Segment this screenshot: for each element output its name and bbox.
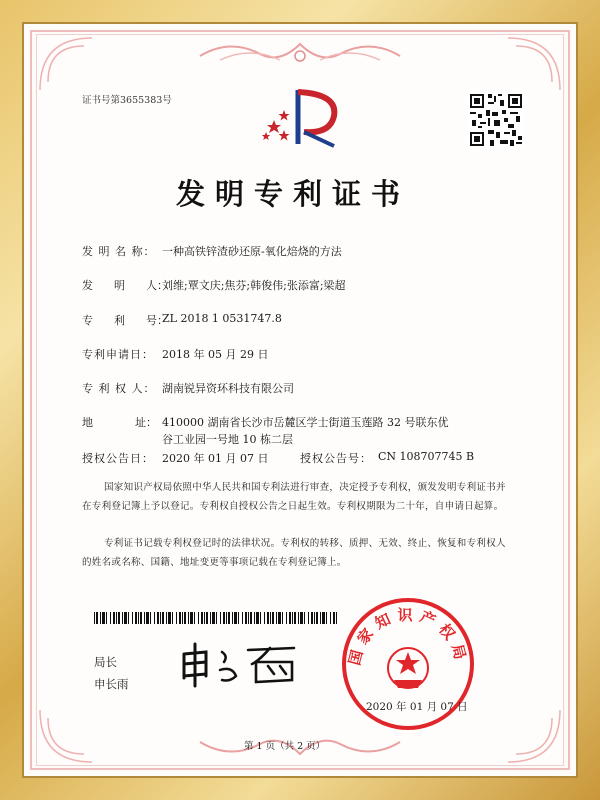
barcode-bar [206, 612, 208, 624]
grant-statement-paragraph: 国家知识产权局依照中华人民共和国专利法进行审查，决定授予专利权，颁发发明专利证书并在专利登记簿上予以登记。专利权自授权公告之日起生效。专利权期限为二十年，自申请日起算。 [82, 482, 506, 512]
barcode-bar [228, 612, 230, 624]
address-label [82, 414, 157, 430]
certificate-number: 证书号第3655383号 [82, 95, 172, 106]
barcode-bar [282, 612, 283, 624]
seal-date: 2020 年 01 月 07 日 [366, 701, 468, 713]
grant-date: 2020 年 01 月 07 日 [162, 452, 269, 465]
barcode-bar [172, 612, 173, 624]
corner-ornament-icon [36, 34, 96, 94]
barcode-bar [322, 612, 325, 624]
barcode-bar [102, 612, 105, 624]
barcode-bar [326, 612, 327, 624]
barcode-bar [260, 612, 261, 624]
barcode-bar [304, 612, 305, 624]
barcode-bar [94, 612, 95, 624]
barcode-bar [146, 612, 149, 624]
barcode-bar [289, 612, 291, 624]
barcode-bar [140, 612, 142, 624]
barcode-bar [308, 612, 309, 624]
barcode-bar [168, 612, 171, 624]
barcode-bar [294, 612, 296, 624]
inventors: 刘维;覃文庆;焦芬;韩俊伟;张添富;梁超 [162, 279, 346, 292]
certificate-title: 发明专利证书 [176, 177, 411, 211]
barcode-bar [138, 612, 139, 624]
signature-name: 申长雨 [94, 677, 129, 691]
barcode-bar [118, 612, 120, 624]
barcode-bar [144, 612, 145, 624]
barcode-bar [113, 612, 115, 624]
barcode-bar [314, 612, 315, 624]
barcode-bar [254, 612, 255, 624]
grant-date-label: 授权公告日： [82, 452, 154, 465]
barcode-bar [267, 612, 269, 624]
cnipa-logo-icon [254, 86, 350, 152]
barcode-bar [226, 612, 227, 624]
legal-status-paragraph: 专利证书记载专利权登记时的法律状况。专利权的转移、质押、无效、终止、恢复和专利权人的姓名或名称、国籍、地址变更等事项记载在专利登记簿上。 [82, 538, 506, 568]
barcode-bar [270, 612, 271, 624]
barcode-bar [336, 612, 337, 624]
grant-number-label: 授权公告号： [300, 452, 372, 465]
barcode-bar [194, 612, 195, 624]
barcode-bar [135, 612, 137, 624]
barcode-bar [311, 612, 313, 624]
barcode-bar [188, 612, 189, 624]
barcode-bar [128, 612, 129, 624]
barcode-bar [157, 612, 159, 624]
barcode-bar [176, 612, 177, 624]
patent-number-label-text: 专 利 号： [82, 314, 168, 327]
barcode-bar [223, 612, 225, 624]
barcode-bar [160, 612, 161, 624]
barcode-bar [276, 612, 277, 624]
patentee: 湖南锐异资环科技有限公司 [162, 382, 294, 395]
barcode-bar [182, 612, 183, 624]
barcode-bar [100, 612, 101, 624]
barcode-bar [198, 612, 199, 624]
barcode-bar [278, 612, 281, 624]
barcode-bar [292, 612, 293, 624]
patentee-label: 专 利 权 人： [82, 382, 156, 395]
barcode-bar [330, 612, 331, 624]
barcode-bar [238, 612, 239, 624]
barcode-bar [320, 612, 321, 624]
handwritten-signature [176, 640, 306, 690]
top-ornament-icon [190, 36, 410, 70]
barcode-bar [154, 612, 155, 624]
barcode-bar [106, 612, 107, 624]
barcode-bar [116, 612, 117, 624]
barcode-bar [272, 612, 274, 624]
barcode-bar [232, 612, 233, 624]
barcode-bar [248, 612, 249, 624]
barcode-bar [179, 612, 181, 624]
barcode-bar [190, 612, 193, 624]
patent-number: ZL 2018 1 0531747.8 [162, 312, 282, 325]
grant-number: CN 108707745 B [378, 450, 475, 463]
barcode-bar [212, 612, 215, 624]
invention-name-label: 发 明 名 称： [82, 245, 156, 258]
barcode-bar [150, 612, 151, 624]
barcode-bar [256, 612, 259, 624]
barcode-bar [124, 612, 127, 624]
signature-title: 局长 [94, 655, 117, 669]
barcode-bar [298, 612, 299, 624]
qr-code-icon [468, 92, 524, 148]
barcode-bar [333, 612, 335, 624]
barcode-bar [264, 612, 265, 624]
corner-ornament-icon [504, 706, 564, 766]
barcode-bar [201, 612, 203, 624]
barcode-bar [184, 612, 186, 624]
barcode-bar [234, 612, 237, 624]
barcode-bar [162, 612, 164, 624]
address-line-1: 410000 湖南省长沙市岳麓区学士街道玉莲路 32 号联东优 [162, 416, 449, 429]
corner-ornament-icon [504, 34, 564, 94]
barcode-bar [220, 612, 221, 624]
barcode-bar [286, 612, 287, 624]
invention-name: 一种高铁锌渣砂还原-氧化焙烧的方法 [162, 245, 342, 258]
page-footer: 第 1 页（共 2 页） [244, 741, 326, 752]
address-line-2: 谷工业园一号地 10 栋二层 [162, 433, 293, 446]
corner-ornament-icon [36, 706, 96, 766]
barcode-bar [96, 612, 98, 624]
barcode-bar [110, 612, 111, 624]
barcode-bar [316, 612, 318, 624]
filing-date-label: 专利申请日： [82, 348, 154, 361]
barcode-bar [250, 612, 252, 624]
patent-number-label [82, 312, 168, 328]
barcode-bar [242, 612, 243, 624]
filing-date: 2018 年 05 月 29 日 [162, 348, 269, 361]
seal-text: 国家知识产权局 [345, 606, 471, 668]
barcode-bar [204, 612, 205, 624]
barcode-bar [245, 612, 247, 624]
barcode-bar [132, 612, 133, 624]
barcode-bar [216, 612, 217, 624]
inventor-label-text: 发 明 人： [82, 279, 168, 292]
barcode-bar [122, 612, 123, 624]
barcode-bar [300, 612, 303, 624]
inventor-label [82, 277, 168, 293]
barcode-bar [210, 612, 211, 624]
barcode-icon [94, 612, 338, 624]
address-label-text: 地 址： [82, 416, 157, 429]
barcode-bar [166, 612, 167, 624]
